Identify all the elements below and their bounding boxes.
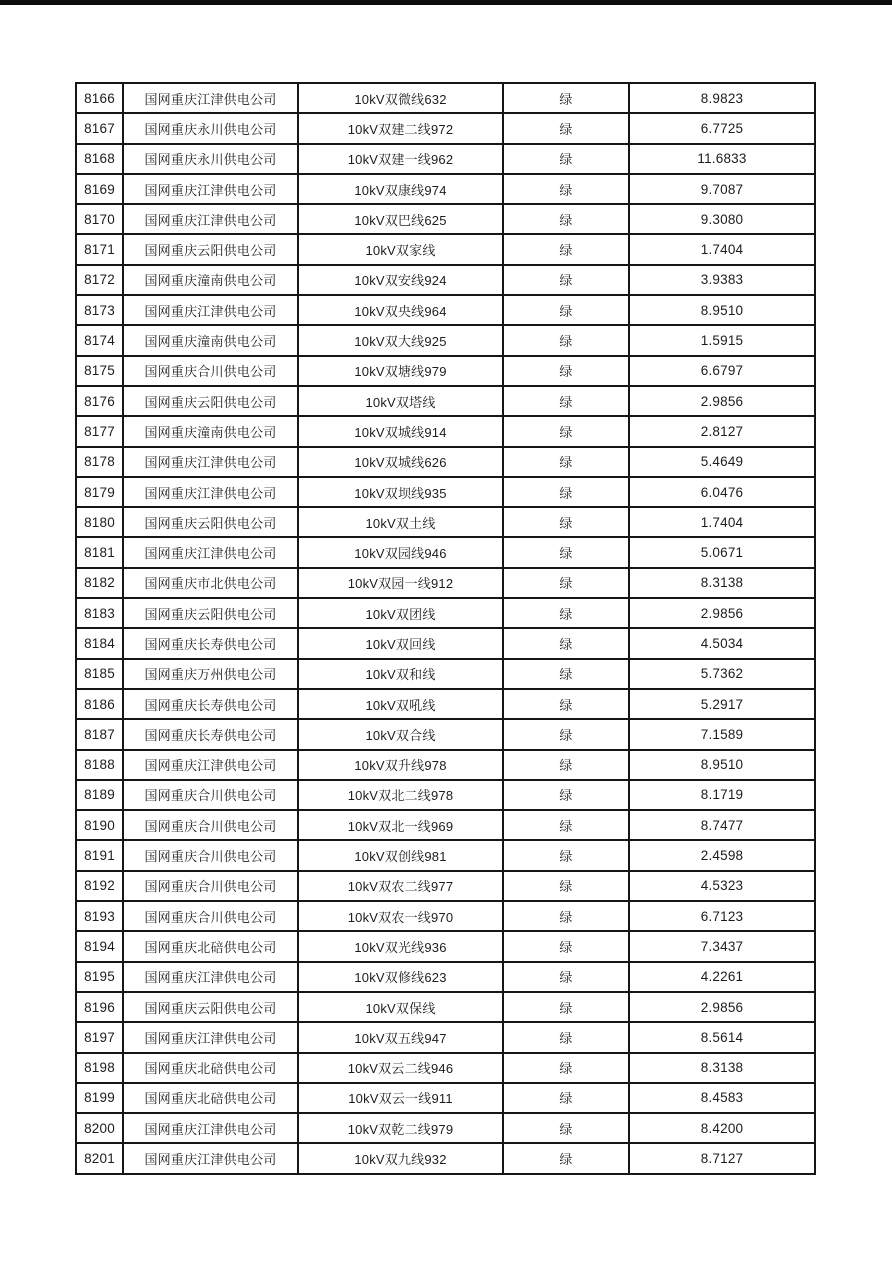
status-cell: 绿: [503, 871, 629, 901]
line-name-cell: 10kV双创线981: [298, 840, 503, 870]
row-id-cell: 8191: [76, 840, 123, 870]
table-row: [76, 659, 815, 689]
table-row: [76, 568, 815, 598]
status-cell: 绿: [503, 447, 629, 477]
table-row: [76, 447, 815, 477]
table-row: [76, 598, 815, 628]
line-name-cell: 10kV双光线936: [298, 931, 503, 961]
table-row: [76, 1022, 815, 1052]
company-cell: 国网重庆江津供电公司: [123, 962, 298, 992]
value-cell: 2.9856: [629, 598, 815, 628]
row-id-cell: 8166: [76, 83, 123, 113]
row-id-cell: 8194: [76, 931, 123, 961]
status-cell: 绿: [503, 507, 629, 537]
company-cell: 国网重庆江津供电公司: [123, 295, 298, 325]
line-name-cell: 10kV双建二线972: [298, 113, 503, 143]
row-id-cell: 8195: [76, 962, 123, 992]
row-id-cell: 8171: [76, 234, 123, 264]
status-cell: 绿: [503, 416, 629, 446]
status-cell: 绿: [503, 204, 629, 234]
table-row: [76, 871, 815, 901]
table-row: [76, 113, 815, 143]
status-cell: 绿: [503, 840, 629, 870]
row-id-cell: 8188: [76, 750, 123, 780]
value-cell: 2.9856: [629, 992, 815, 1022]
company-cell: 国网重庆江津供电公司: [123, 1022, 298, 1052]
company-cell: 国网重庆江津供电公司: [123, 204, 298, 234]
company-cell: 国网重庆江津供电公司: [123, 1143, 298, 1173]
line-name-cell: 10kV双安线924: [298, 265, 503, 295]
line-name-cell: 10kV双微线632: [298, 83, 503, 113]
company-cell: 国网重庆永川供电公司: [123, 113, 298, 143]
company-cell: 国网重庆北碚供电公司: [123, 931, 298, 961]
value-cell: 4.5034: [629, 628, 815, 658]
table-row: [76, 204, 815, 234]
line-name-cell: 10kV双和线: [298, 659, 503, 689]
status-cell: 绿: [503, 234, 629, 264]
row-id-cell: 8172: [76, 265, 123, 295]
value-cell: 8.7477: [629, 810, 815, 840]
row-id-cell: 8190: [76, 810, 123, 840]
line-name-cell: 10kV双吼线: [298, 689, 503, 719]
line-name-cell: 10kV双团线: [298, 598, 503, 628]
status-cell: 绿: [503, 295, 629, 325]
status-cell: 绿: [503, 174, 629, 204]
status-cell: 绿: [503, 1113, 629, 1143]
line-name-cell: 10kV双园线946: [298, 537, 503, 567]
status-cell: 绿: [503, 144, 629, 174]
status-cell: 绿: [503, 598, 629, 628]
table-row: [76, 234, 815, 264]
row-id-cell: 8170: [76, 204, 123, 234]
status-cell: 绿: [503, 780, 629, 810]
value-cell: 5.0671: [629, 537, 815, 567]
status-cell: 绿: [503, 659, 629, 689]
row-id-cell: 8174: [76, 325, 123, 355]
table-row: [76, 901, 815, 931]
status-cell: 绿: [503, 901, 629, 931]
table-row: [76, 174, 815, 204]
company-cell: 国网重庆江津供电公司: [123, 537, 298, 567]
line-name-cell: 10kV双塔线: [298, 386, 503, 416]
page-top-edge-bar: [0, 0, 892, 5]
row-id-cell: 8187: [76, 719, 123, 749]
value-cell: 3.9383: [629, 265, 815, 295]
row-id-cell: 8192: [76, 871, 123, 901]
company-cell: 国网重庆合川供电公司: [123, 356, 298, 386]
company-cell: 国网重庆合川供电公司: [123, 901, 298, 931]
row-id-cell: 8196: [76, 992, 123, 1022]
company-cell: 国网重庆合川供电公司: [123, 780, 298, 810]
table-row: [76, 295, 815, 325]
row-id-cell: 8185: [76, 659, 123, 689]
row-id-cell: 8199: [76, 1083, 123, 1113]
value-cell: 2.8127: [629, 416, 815, 446]
company-cell: 国网重庆云阳供电公司: [123, 234, 298, 264]
company-cell: 国网重庆长寿供电公司: [123, 719, 298, 749]
row-id-cell: 8193: [76, 901, 123, 931]
value-cell: 8.9823: [629, 83, 815, 113]
table-row: [76, 386, 815, 416]
value-cell: 8.4583: [629, 1083, 815, 1113]
value-cell: 9.7087: [629, 174, 815, 204]
value-cell: 8.7127: [629, 1143, 815, 1173]
row-id-cell: 8186: [76, 689, 123, 719]
line-name-cell: 10kV双建一线962: [298, 144, 503, 174]
value-cell: 1.5915: [629, 325, 815, 355]
line-name-cell: 10kV双央线964: [298, 295, 503, 325]
table-row: [76, 507, 815, 537]
value-cell: 8.1719: [629, 780, 815, 810]
company-cell: 国网重庆江津供电公司: [123, 174, 298, 204]
value-cell: 2.9856: [629, 386, 815, 416]
line-name-cell: 10kV双云二线946: [298, 1053, 503, 1083]
status-cell: 绿: [503, 1083, 629, 1113]
company-cell: 国网重庆合川供电公司: [123, 871, 298, 901]
value-cell: 1.7404: [629, 234, 815, 264]
table-row: [76, 780, 815, 810]
table-row: [76, 416, 815, 446]
row-id-cell: 8189: [76, 780, 123, 810]
status-cell: 绿: [503, 719, 629, 749]
line-name-cell: 10kV双大线925: [298, 325, 503, 355]
value-cell: 6.0476: [629, 477, 815, 507]
value-cell: 8.4200: [629, 1113, 815, 1143]
value-cell: 8.5614: [629, 1022, 815, 1052]
company-cell: 国网重庆云阳供电公司: [123, 386, 298, 416]
value-cell: 8.9510: [629, 750, 815, 780]
company-cell: 国网重庆云阳供电公司: [123, 598, 298, 628]
line-name-cell: 10kV双回线: [298, 628, 503, 658]
status-cell: 绿: [503, 992, 629, 1022]
table-row: [76, 1143, 815, 1173]
status-cell: 绿: [503, 628, 629, 658]
table-row: [76, 810, 815, 840]
status-cell: 绿: [503, 325, 629, 355]
row-id-cell: 8181: [76, 537, 123, 567]
row-id-cell: 8175: [76, 356, 123, 386]
table-row: [76, 144, 815, 174]
value-cell: 6.6797: [629, 356, 815, 386]
value-cell: 8.3138: [629, 568, 815, 598]
table-row: [76, 992, 815, 1022]
value-cell: 7.3437: [629, 931, 815, 961]
table-row: [76, 962, 815, 992]
company-cell: 国网重庆永川供电公司: [123, 144, 298, 174]
line-name-cell: 10kV双巴线625: [298, 204, 503, 234]
line-name-cell: 10kV双北一线969: [298, 810, 503, 840]
row-id-cell: 8182: [76, 568, 123, 598]
company-cell: 国网重庆合川供电公司: [123, 810, 298, 840]
value-cell: 1.7404: [629, 507, 815, 537]
row-id-cell: 8176: [76, 386, 123, 416]
company-cell: 国网重庆潼南供电公司: [123, 416, 298, 446]
line-name-cell: 10kV双土线: [298, 507, 503, 537]
value-cell: 7.1589: [629, 719, 815, 749]
row-id-cell: 8180: [76, 507, 123, 537]
company-cell: 国网重庆长寿供电公司: [123, 689, 298, 719]
company-cell: 国网重庆江津供电公司: [123, 1113, 298, 1143]
value-cell: 8.3138: [629, 1053, 815, 1083]
status-cell: 绿: [503, 750, 629, 780]
line-name-cell: 10kV双保线: [298, 992, 503, 1022]
status-cell: 绿: [503, 83, 629, 113]
status-cell: 绿: [503, 689, 629, 719]
line-name-cell: 10kV双五线947: [298, 1022, 503, 1052]
company-cell: 国网重庆潼南供电公司: [123, 325, 298, 355]
status-cell: 绿: [503, 810, 629, 840]
table-row: [76, 83, 815, 113]
table-row: [76, 1113, 815, 1143]
line-name-cell: 10kV双园一线912: [298, 568, 503, 598]
table-row: [76, 628, 815, 658]
value-cell: 5.4649: [629, 447, 815, 477]
row-id-cell: 8200: [76, 1113, 123, 1143]
company-cell: 国网重庆江津供电公司: [123, 750, 298, 780]
value-cell: 11.6833: [629, 144, 815, 174]
status-cell: 绿: [503, 1143, 629, 1173]
line-name-cell: 10kV双合线: [298, 719, 503, 749]
status-cell: 绿: [503, 1022, 629, 1052]
row-id-cell: 8183: [76, 598, 123, 628]
value-cell: 6.7123: [629, 901, 815, 931]
value-cell: 8.9510: [629, 295, 815, 325]
value-cell: 9.3080: [629, 204, 815, 234]
table-row: [76, 1053, 815, 1083]
line-name-cell: 10kV双塘线979: [298, 356, 503, 386]
company-cell: 国网重庆江津供电公司: [123, 477, 298, 507]
line-name-cell: 10kV双北二线978: [298, 780, 503, 810]
company-cell: 国网重庆江津供电公司: [123, 83, 298, 113]
line-name-cell: 10kV双乾二线979: [298, 1113, 503, 1143]
table-body: [76, 83, 815, 1174]
power-line-status-table: [75, 82, 816, 1175]
status-cell: 绿: [503, 568, 629, 598]
row-id-cell: 8179: [76, 477, 123, 507]
row-id-cell: 8168: [76, 144, 123, 174]
company-cell: 国网重庆北碚供电公司: [123, 1053, 298, 1083]
table-row: [76, 537, 815, 567]
status-cell: 绿: [503, 1053, 629, 1083]
line-name-cell: 10kV双农一线970: [298, 901, 503, 931]
line-name-cell: 10kV双家线: [298, 234, 503, 264]
status-cell: 绿: [503, 962, 629, 992]
value-cell: 4.5323: [629, 871, 815, 901]
row-id-cell: 8173: [76, 295, 123, 325]
line-name-cell: 10kV双升线978: [298, 750, 503, 780]
table-row: [76, 750, 815, 780]
table-row: [76, 689, 815, 719]
line-name-cell: 10kV双农二线977: [298, 871, 503, 901]
row-id-cell: 8177: [76, 416, 123, 446]
status-cell: 绿: [503, 113, 629, 143]
table-row: [76, 931, 815, 961]
status-cell: 绿: [503, 931, 629, 961]
row-id-cell: 8169: [76, 174, 123, 204]
line-name-cell: 10kV双修线623: [298, 962, 503, 992]
row-id-cell: 8197: [76, 1022, 123, 1052]
line-name-cell: 10kV双坝线935: [298, 477, 503, 507]
company-cell: 国网重庆长寿供电公司: [123, 628, 298, 658]
line-name-cell: 10kV双九线932: [298, 1143, 503, 1173]
value-cell: 4.2261: [629, 962, 815, 992]
table-row: [76, 356, 815, 386]
row-id-cell: 8198: [76, 1053, 123, 1083]
row-id-cell: 8178: [76, 447, 123, 477]
status-cell: 绿: [503, 386, 629, 416]
row-id-cell: 8167: [76, 113, 123, 143]
line-name-cell: 10kV双城线914: [298, 416, 503, 446]
company-cell: 国网重庆云阳供电公司: [123, 992, 298, 1022]
status-cell: 绿: [503, 356, 629, 386]
value-cell: 6.7725: [629, 113, 815, 143]
row-id-cell: 8184: [76, 628, 123, 658]
line-name-cell: 10kV双城线626: [298, 447, 503, 477]
table-row: [76, 840, 815, 870]
row-id-cell: 8201: [76, 1143, 123, 1173]
status-cell: 绿: [503, 537, 629, 567]
line-name-cell: 10kV双云一线911: [298, 1083, 503, 1113]
company-cell: 国网重庆合川供电公司: [123, 840, 298, 870]
company-cell: 国网重庆北碚供电公司: [123, 1083, 298, 1113]
table-row: [76, 325, 815, 355]
company-cell: 国网重庆江津供电公司: [123, 447, 298, 477]
value-cell: 5.7362: [629, 659, 815, 689]
table-row: [76, 477, 815, 507]
value-cell: 2.4598: [629, 840, 815, 870]
company-cell: 国网重庆潼南供电公司: [123, 265, 298, 295]
company-cell: 国网重庆万州供电公司: [123, 659, 298, 689]
table-row: [76, 719, 815, 749]
line-name-cell: 10kV双康线974: [298, 174, 503, 204]
company-cell: 国网重庆市北供电公司: [123, 568, 298, 598]
table-row: [76, 1083, 815, 1113]
status-cell: 绿: [503, 477, 629, 507]
table-row: [76, 265, 815, 295]
status-cell: 绿: [503, 265, 629, 295]
value-cell: 5.2917: [629, 689, 815, 719]
company-cell: 国网重庆云阳供电公司: [123, 507, 298, 537]
